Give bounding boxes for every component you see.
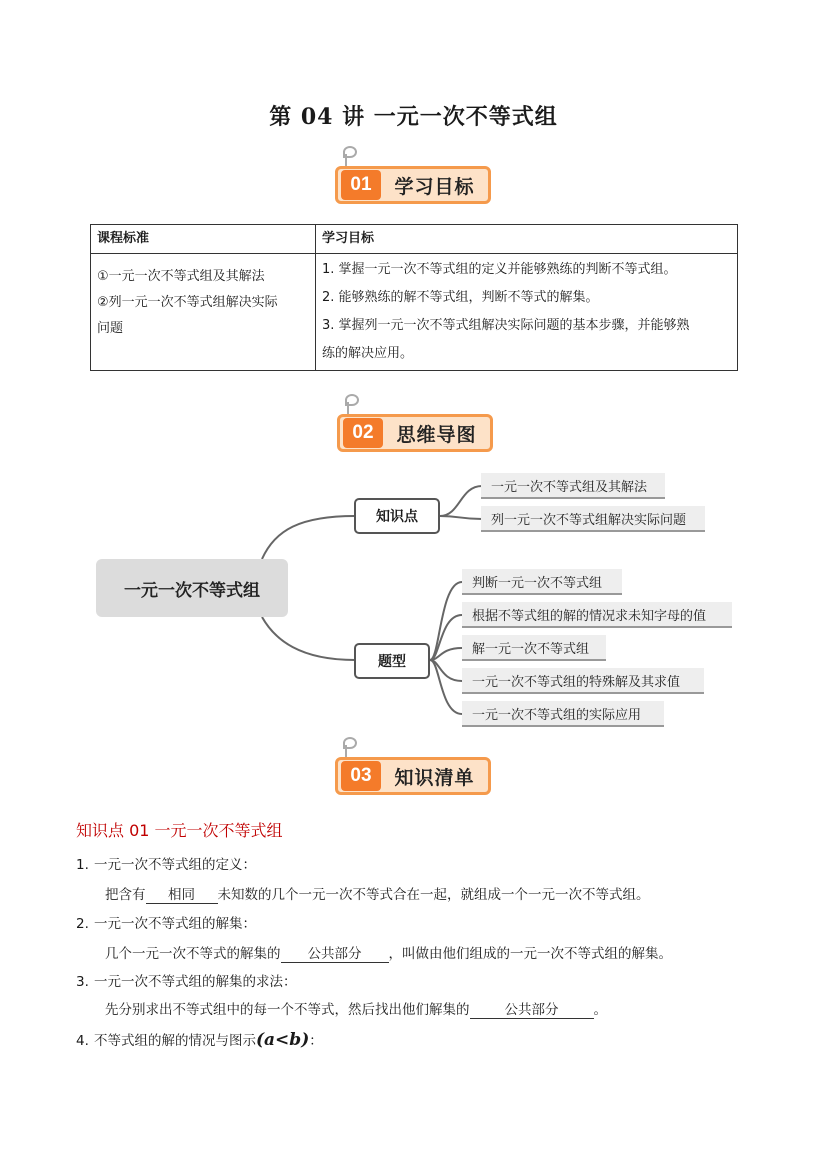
formula-a-less-b: (a<b): [256, 1030, 310, 1050]
standard-line: 问题: [97, 321, 124, 336]
table-row: [91, 254, 738, 371]
fill-blank: 相同: [146, 883, 218, 904]
knowledge-heading: 知识点 01 一元一次不等式组: [76, 821, 283, 840]
goal-line: 练的解决应用。: [322, 346, 414, 361]
mindmap-branch-types: 题型: [354, 643, 430, 679]
standards-cell: [91, 254, 316, 371]
goal-line: 3. 掌握列一元一次不等式组解决实际问题的基本步骤，并能够熟: [322, 318, 690, 333]
knowledge-item-4-head: 4. 不等式组的解的情况与图示(a<b)：: [76, 1030, 323, 1050]
mindmap-leaf: 判断一元一次不等式组: [462, 569, 622, 595]
mindmap-leaf: 根据不等式组的解的情况求未知字母的值: [462, 602, 732, 628]
section-banner-02: [337, 410, 497, 454]
section-label: 思维导图: [396, 423, 477, 446]
knowledge-item-2-head: 2. 一元一次不等式组的解集：: [76, 916, 256, 932]
knowledge-item-3-head: 3. 一元一次不等式组的解集的求法：: [76, 974, 297, 990]
knowledge-item-3-body: 先分别求出不等式组中的每一个不等式，然后找出他们解集的 公共部分 。: [105, 998, 607, 1019]
mindmap-leaf: 一元一次不等式组的特殊解及其求值: [462, 668, 704, 694]
table-header-row: [91, 225, 738, 254]
header-standard: 课程标准: [91, 225, 316, 254]
mindmap-leaf: 解一元一次不等式组: [462, 635, 606, 661]
standard-line: ①一元一次不等式组及其解法: [97, 269, 265, 284]
section-label: 学习目标: [394, 175, 475, 198]
mindmap-branch-knowledge: 知识点: [354, 498, 440, 534]
mindmap-leaf: 一元一次不等式组的实际应用: [462, 701, 664, 727]
fill-blank: 公共部分: [281, 942, 389, 963]
goals-cell: [316, 254, 738, 371]
section-label: 知识清单: [394, 766, 475, 789]
section-banner-03: [335, 753, 495, 797]
standard-line: ②列一元一次不等式组解决实际: [97, 295, 278, 310]
section-number: 02: [343, 418, 383, 448]
fill-blank: 公共部分: [470, 998, 594, 1019]
knowledge-item-1-body: 把含有 相同 未知数的几个一元一次不等式合在一起，就组成一个一元一次不等式组。: [105, 883, 650, 904]
goal-line: 1. 掌握一元一次不等式组的定义并能够熟练的判断不等式组。: [322, 262, 677, 277]
section-number: 03: [341, 761, 381, 791]
header-goal: 学习目标: [316, 225, 738, 254]
page-title: 第 04 讲 一元一次不等式组: [269, 104, 558, 130]
section-banner-01: [335, 162, 495, 206]
knowledge-item-2-body: 几个一元一次不等式的解集的 公共部分 ，叫做由他们组成的一元一次不等式组的解集。: [105, 942, 672, 963]
mindmap-leaf: 一元一次不等式组及其解法: [481, 473, 665, 499]
mindmap-root: 一元一次不等式组: [96, 559, 288, 617]
section-number: 01: [341, 170, 381, 200]
knowledge-item-1-head: 1. 一元一次不等式组的定义：: [76, 857, 256, 873]
goal-line: 2. 能够熟练的解不等式组，判断不等式的解集。: [322, 290, 599, 305]
mindmap-leaf: 列一元一次不等式组解决实际问题: [481, 506, 705, 532]
goals-table: [90, 224, 738, 371]
